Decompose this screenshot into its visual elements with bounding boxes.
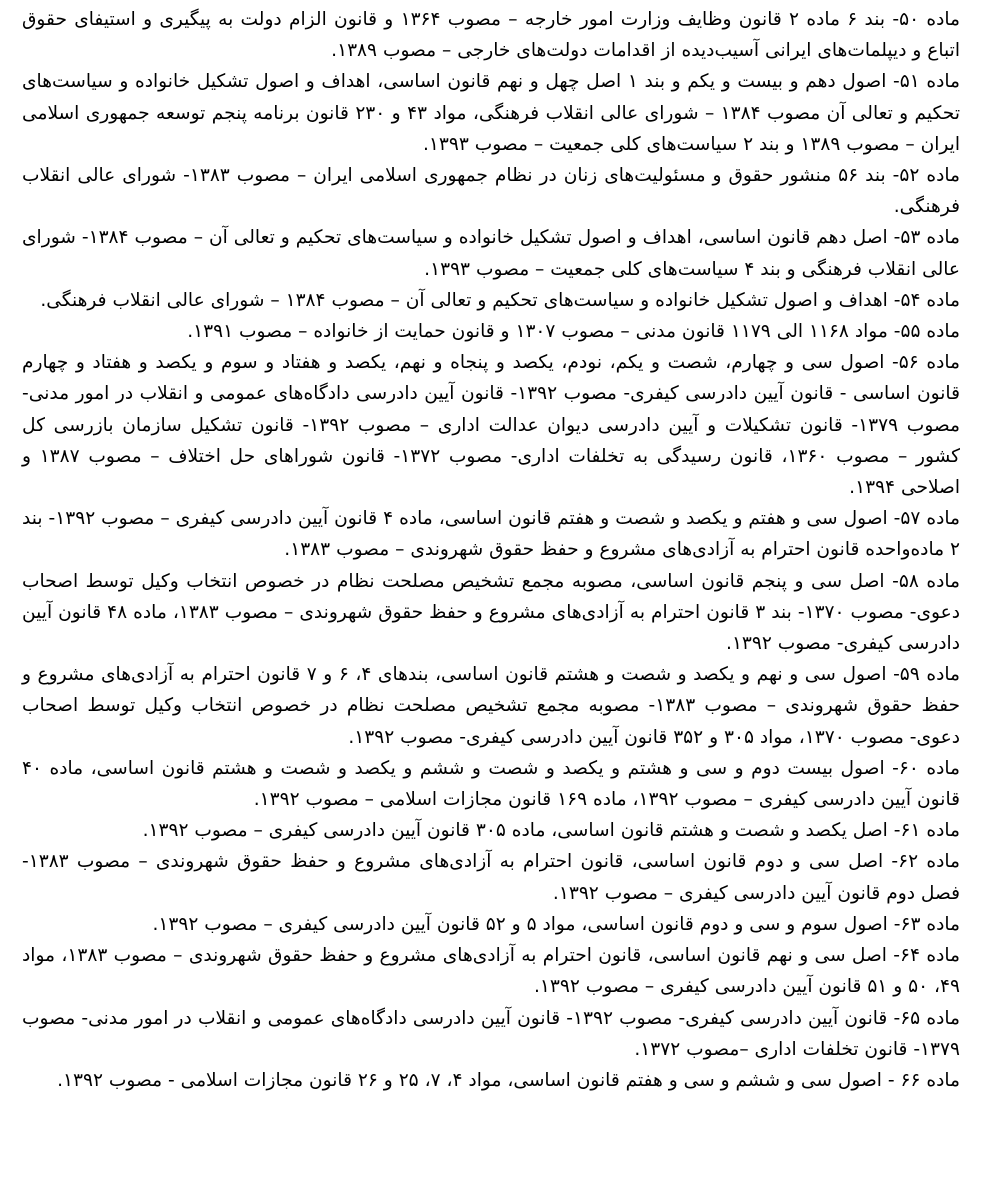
article-61: ماده ۶۱- اصل یکصد و شصت و هشتم قانون اساسی، ماده ۳۰۵ قانون آیین دادرسی کیفری – مصوب ۱۳۹۲. <box>142 820 960 842</box>
article-62: ماده ۶۲- اصل سی و دوم قانون اساسی، قانون احترام به آزادی‌های مشروع و حفظ حقوق شهروندی – مصوب ۱۳۸۳- فصل دوم قانون آیین دادرسی کیفری – مصوب ۱۳۹۲. <box>22 851 961 904</box>
article-56: ماده ۵۶- اصول سی و چهارم، شصت و یکم، نودم، یکصد و پنجاه و نهم، یکصد و هفتاد و سوم و یکصد و هفتاد و چهارم قانون اساسی - قانون آیین دادرسی کیفری- مصوب ۱۳۹۲- قانون آیین دادرسی دادگاه‌های عمومی و انقلاب در امور مدنی- مصوب ۱۳۷۹- قانون تشکیلات و آیین دادرسی دیوان عدالت اداری – مصوب ۱۳۹۲- قانون تشکیل سازمان بازرسی کل کشور – مصوب ۱۳۶۰، قانون رسیدگی به تخلفات اداری- مصوب ۱۳۷۲- قانون شوراهای حل اختلاف – مصوب ۱۳۸۷ و اصلاحی ۱۳۹۴. <box>22 352 961 499</box>
article-50: ماده ۵۰- بند ۶ ماده ۲ قانون وظایف وزارت امور خارجه – مصوب ۱۳۶۴ و قانون الزام دولت به پیگیری و استیفای حقوق اتباع و دیپلمات‌های ایرانی آسیب‌دیده از اقدامات دولت‌های خارجی – مصوب ۱۳۸۹. <box>22 9 961 62</box>
article-55: ماده ۵۵- مواد ۱۱۶۸ الی ۱۱۷۹ قانون مدنی – مصوب ۱۳۰۷ و قانون حمایت از خانواده – مصوب ۱۳۹۱. <box>187 321 960 343</box>
article-54: ماده ۵۴- اهداف و اصول تشکیل خانواده و سیاست‌های تحکیم و تعالی آن – مصوب ۱۳۸۴ – شورای عالی انقلاب فرهنگی. <box>40 289 960 311</box>
article-65: ماده ۶۵- قانون آیین دادرسی کیفری- مصوب ۱۳۹۲- قانون آیین دادرسی دادگاه‌های عمومی و انقلاب در امور مدنی- مصوب ۱۳۷۹- قانون تخلفات اداری –مصوب ۱۳۷۲. <box>22 1007 960 1060</box>
article-57: ماده ۵۷- اصول سی و هفتم و یکصد و شصت و هفتم قانون اساسی، ماده ۴ قانون آیین دادرسی کیفری – مصوب ۱۳۹۲- بند ۲ ماده‌واحده قانون احترام به آزادی‌های مشروع و حفظ حقوق شهروندی – مصوب ۱۳۸۳. <box>22 508 960 561</box>
article-52: ماده ۵۲- بند ۵۶ منشور حقوق و مسئولیت‌های زنان در نظام جمهوری اسلامی ایران – مصوب ۱۳۸۳- شورای عالی انقلاب فرهنگی. <box>22 165 961 218</box>
article-51: ماده ۵۱- اصول دهم و بیست و یکم و بند ۱ اصل چهل و نهم قانون اساسی، اهداف و اصول تشکیل خانواده و سیاست‌های تحکیم و تعالی آن مصوب ۱۳۸۴ – شورای عالی انقلاب فرهنگی، مواد ۴۳ و ۲۳۰ قانون برنامه پنجم توسعه جمهوری اسلامی ایران – مصوب ۱۳۸۹ و بند ۲ سیاست‌های کلی جمعیت – مصوب ۱۳۹۳. <box>22 71 960 155</box>
article-53: ماده ۵۳- اصل دهم قانون اساسی، اهداف و اصول تشکیل خانواده و سیاست‌های تحکیم و تعالی آن – مصوب ۱۳۸۴- شورای عالی انقلاب فرهنگی و بند ۴ سیاست‌های کلی جمعیت – مصوب ۱۳۹۳. <box>22 227 960 280</box>
article-64: ماده ۶۴- اصل سی و نهم قانون اساسی، قانون احترام به آزادی‌های مشروع و حفظ حقوق شهروندی – مصوب ۱۳۸۳، مواد ۴۹، ۵۰ و ۵۱ قانون آیین دادرسی کیفری – مصوب ۱۳۹۲. <box>22 945 960 998</box>
article-60: ماده ۶۰- اصول بیست دوم و سی و هشتم و یکصد و شصت و ششم و یکصد و شصت و هشتم قانون اساسی، ماده ۴۰ قانون آیین دادرسی کیفری – مصوب ۱۳۹۲، ماده ۱۶۹ قانون مجازات اسلامی – مصوب ۱۳۹۲. <box>22 757 960 811</box>
article-66: ماده ۶۶ - اصول سی و ششم و سی و هفتم قانون اساسی، مواد ۴، ۷، ۲۵ و ۲۶ قانون مجازات اسلامی - مصوب ۱۳۹۲. <box>57 1069 960 1091</box>
article-63: ماده ۶۳- اصول سوم و سی و دوم قانون اساسی، مواد ۵ و ۵۲ قانون آیین دادرسی کیفری – مصوب ۱۳۹۲. <box>152 913 960 935</box>
article-59: ماده ۵۹- اصول سی و نهم و یکصد و شصت و هشتم قانون اساسی، بندهای ۴، ۶ و ۷ قانون احترام به آزادی‌های مشروع و حفظ حقوق شهروندی – مصوب ۱۳۸۳- مصوبه مجمع تشخیص مصلحت نظام در خصوص انتخاب وکیل توسط اصحاب دعوی- مصوب ۱۳۷۰، مواد ۳۰۵ و ۳۵۲ قانون آیین دادرسی کیفری- مصوب ۱۳۹۲. <box>22 664 961 748</box>
article-58: ماده ۵۸- اصل سی و پنجم قانون اساسی، مصوبه مجمع تشخیص مصلحت نظام در خصوص انتخاب وکیل توسط اصحاب دعوی- مصوب ۱۳۷۰- بند ۳ قانون احترام به آزادی‌های مشروع و حفظ حقوق شهروندی – مصوب ۱۳۸۳، ماده ۴۸ قانون آیین دادرسی کیفری- مصوب ۱۳۹۲. <box>22 570 961 655</box>
